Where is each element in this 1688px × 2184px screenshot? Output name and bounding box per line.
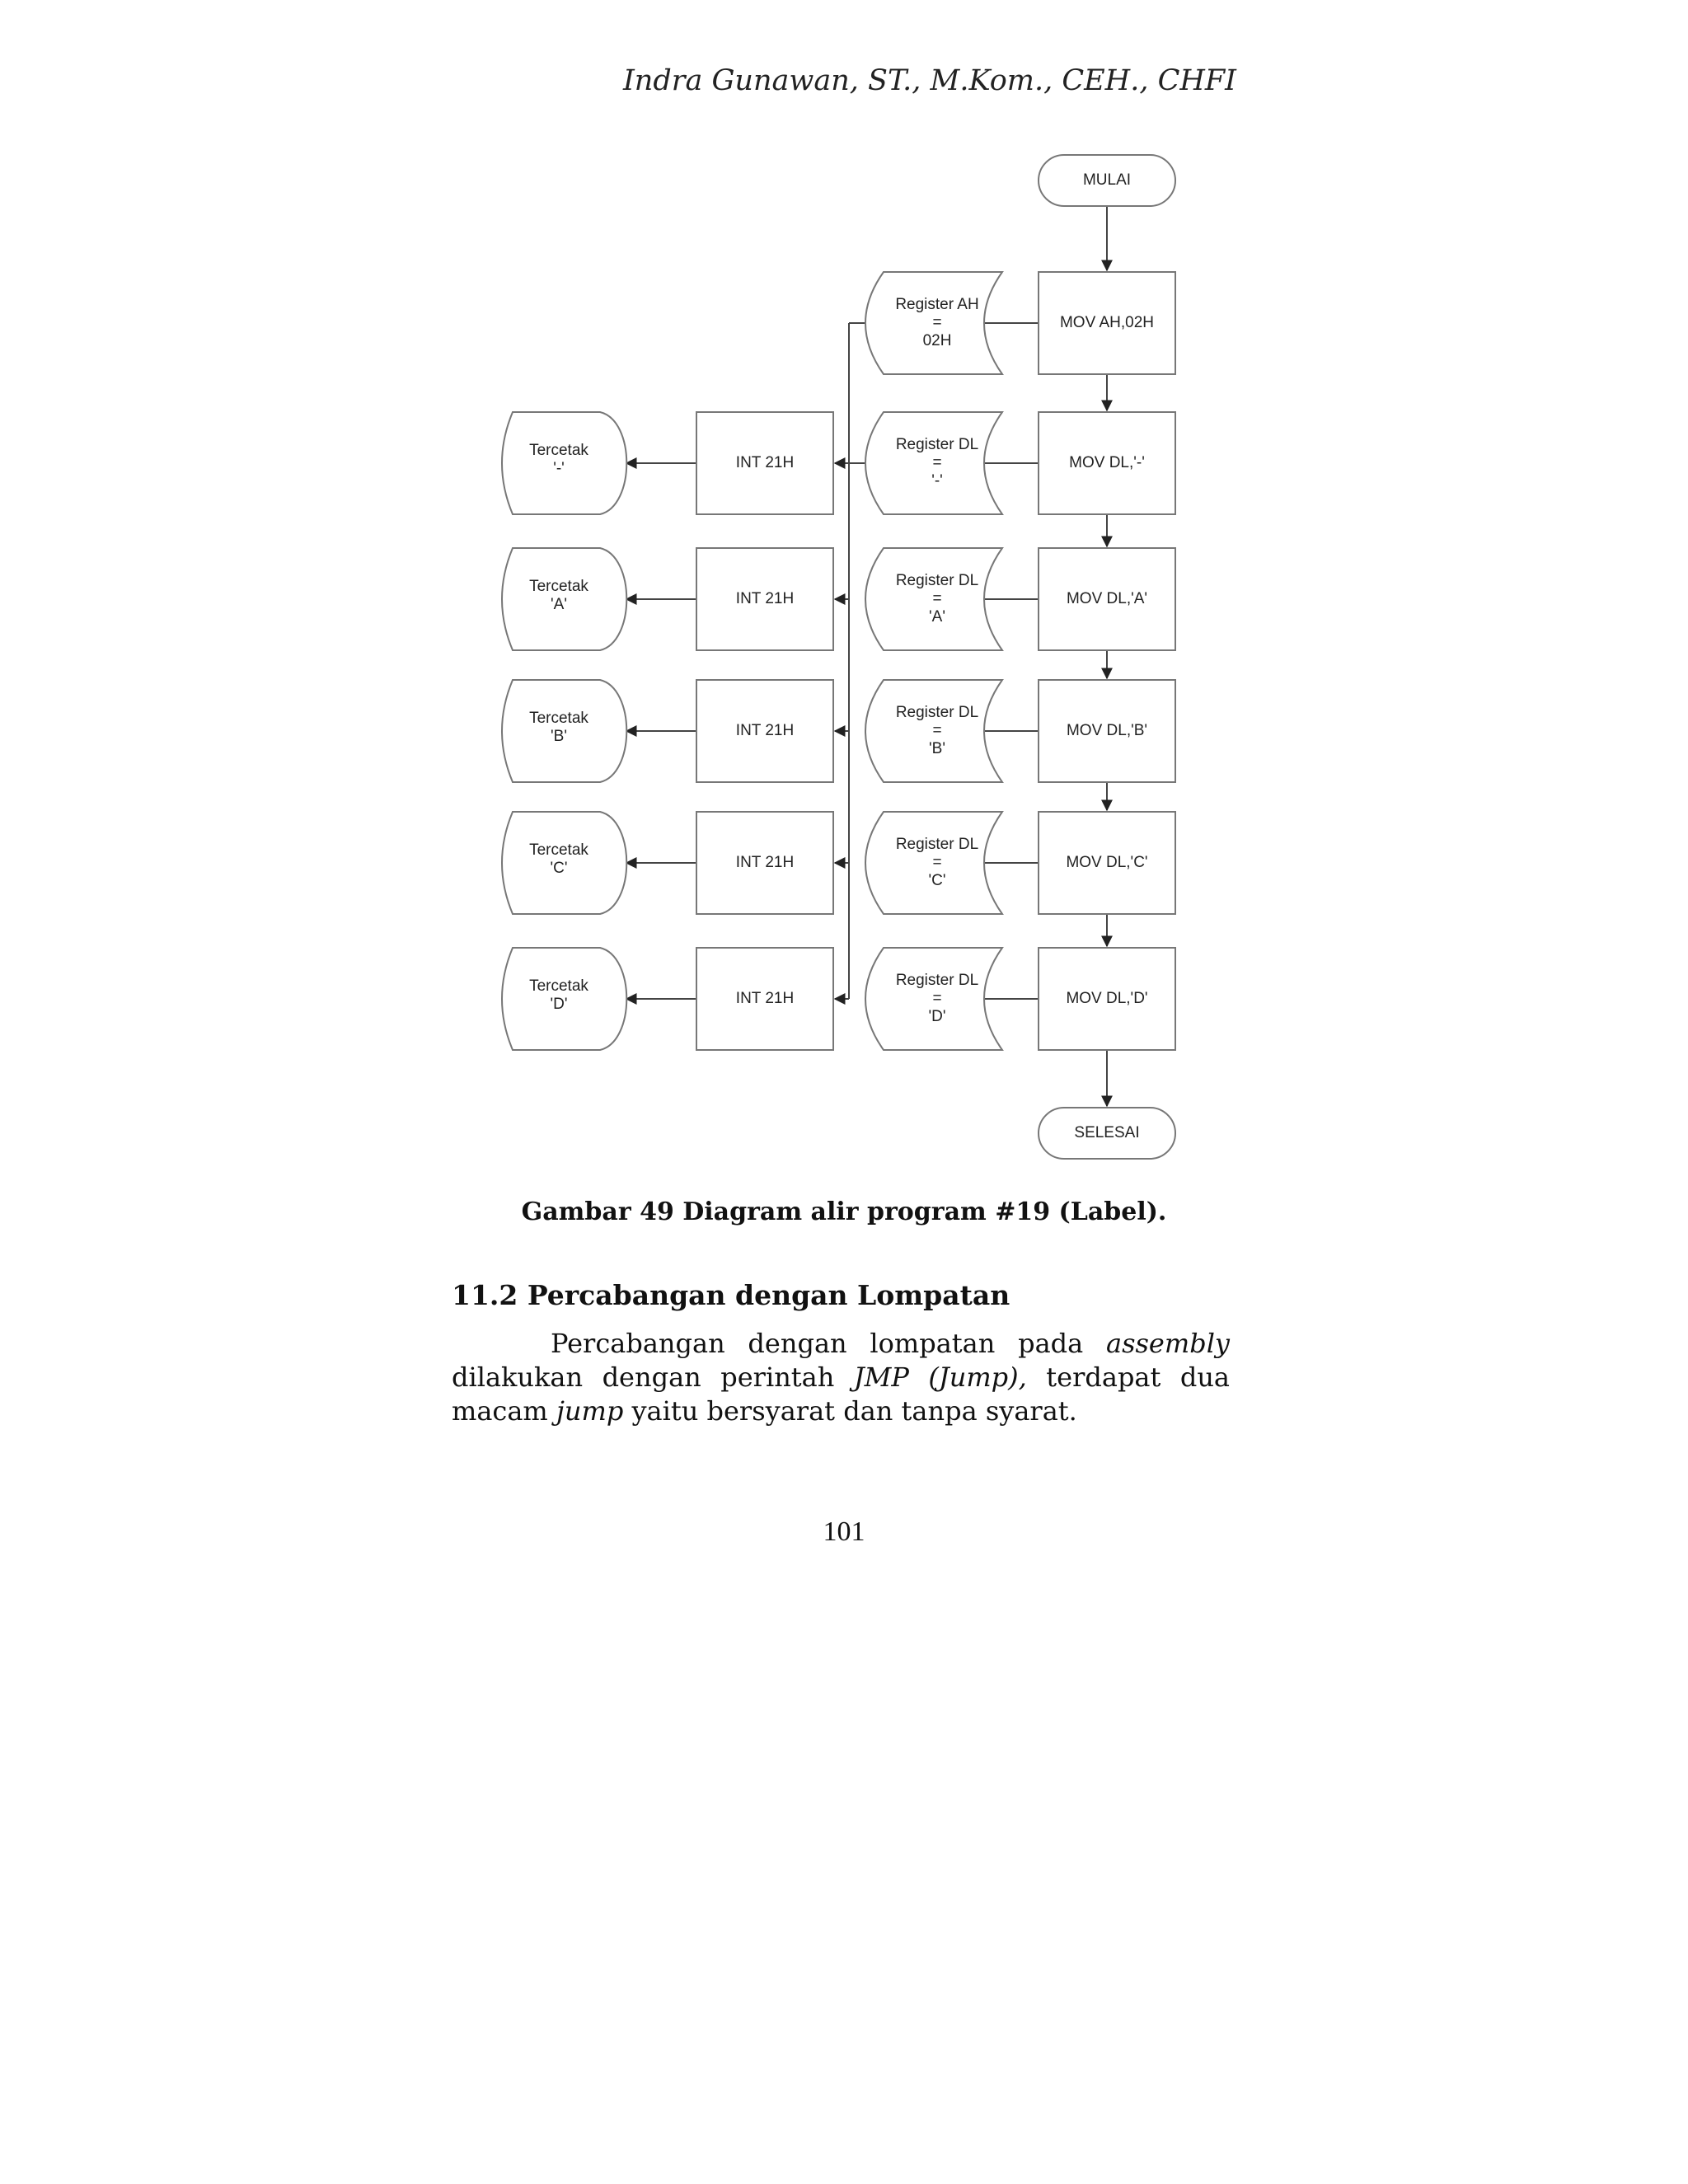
register-shape-label-line: Register DL: [895, 836, 979, 854]
body-paragraph: Percabangan dengan lompatan pada assembly dilakukan dengan perintah JMP (Jump), terdapat dua macam jump yaitu bersyarat dan tanpa syarat.: [452, 1328, 1231, 1427]
section-heading: 11.2 Percabangan dengan Lompatan: [452, 1279, 1010, 1311]
interrupt-box-label: [736, 990, 794, 1007]
start-terminator-label: [1083, 171, 1131, 189]
page-number: 101: [823, 1516, 865, 1547]
register-shape-label-line: 02H: [922, 332, 952, 350]
end-terminator-label: [1074, 1124, 1139, 1141]
instruction-box-label-line: MOV DL,'B': [1066, 722, 1148, 740]
interrupt-box-label: [736, 722, 794, 739]
register-shape-label-line: =: [932, 590, 942, 608]
output-display-label-line: Tercetak: [529, 578, 588, 596]
register-shape-label-line: Register AH: [895, 296, 979, 314]
output-display-label-line: Tercetak: [529, 710, 588, 728]
start-terminator-label-line: MULAI: [1082, 171, 1132, 190]
instruction-box-label: [1067, 590, 1147, 607]
instruction-box-label-line: MOV DL,'D': [1066, 990, 1148, 1008]
interrupt-box-label-line: INT 21H: [735, 454, 795, 472]
running-header: Indra Gunawan, ST., M.Kom., CEH., CHFI: [622, 64, 1236, 97]
figure-caption: Gambar 49 Diagram alir program #19 (Label).: [521, 1197, 1167, 1226]
instruction-box-label-line: MOV AH,02H: [1059, 314, 1155, 332]
register-shape-label-line: =: [932, 854, 942, 872]
register-shape-label-line: Register DL: [895, 572, 979, 590]
output-display-label-line: Tercetak: [529, 977, 588, 996]
output-display-label-line: 'B': [551, 728, 567, 746]
instruction-box-label: [1066, 990, 1147, 1007]
interrupt-box-label: [736, 454, 794, 471]
output-display-label-line: 'C': [550, 860, 568, 878]
end-terminator-label-line: SELESAI: [1074, 1124, 1140, 1142]
output-display-label-line: 'A': [551, 596, 567, 614]
interrupt-box-label-line: INT 21H: [735, 990, 795, 1008]
instruction-box-label-line: MOV DL,'A': [1066, 590, 1148, 608]
instruction-box-label: [1066, 854, 1147, 871]
register-shape-label-line: 'D': [928, 1008, 946, 1026]
flowchart-shapes: [502, 155, 1175, 1159]
instruction-box-label: [1067, 722, 1147, 739]
register-shape-label-line: Register DL: [895, 972, 979, 990]
instruction-box-label-line: MOV DL,'-': [1069, 454, 1145, 472]
register-shape-label-line: =: [932, 454, 942, 472]
register-shape-label-line: 'C': [928, 872, 946, 890]
output-display-label-line: '-': [553, 460, 565, 478]
interrupt-box-label-line: INT 21H: [735, 854, 795, 872]
output-display-label-line: Tercetak: [529, 841, 588, 860]
output-display-label-line: Tercetak: [529, 442, 588, 460]
instruction-box-label: [1069, 454, 1145, 471]
register-shape-label-line: 'B': [929, 740, 945, 758]
output-display-label-line: 'D': [550, 996, 568, 1014]
register-shape-label-line: =: [932, 722, 942, 740]
register-shape-label-line: 'A': [929, 608, 945, 626]
register-shape-label-line: =: [932, 314, 942, 332]
register-shape-label-line: Register DL: [895, 436, 979, 454]
interrupt-box-label-line: INT 21H: [735, 590, 795, 608]
interrupt-box-label: [736, 590, 794, 607]
register-shape-label-line: Register DL: [895, 704, 979, 722]
instruction-box-label-line: MOV DL,'C': [1066, 854, 1148, 872]
instruction-box-label: [1060, 314, 1154, 331]
interrupt-box-label-line: INT 21H: [735, 722, 795, 740]
register-shape-label-line: =: [932, 990, 942, 1008]
register-shape-label-line: '-': [931, 472, 943, 490]
interrupt-box-label: [736, 854, 794, 871]
